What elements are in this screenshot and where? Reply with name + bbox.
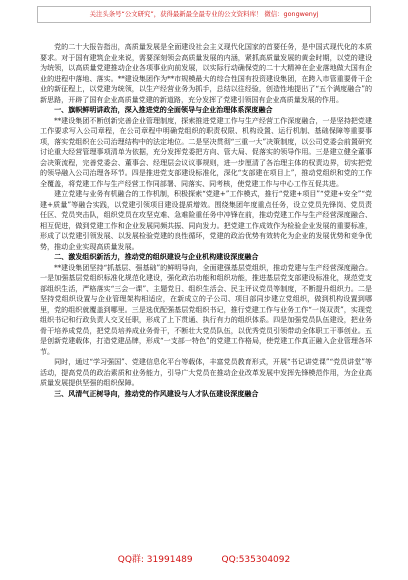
body-paragraph: **建设集团不断创新完善企业管理制度，探索推进党建工作与生产经营工作深度融合，一是坚持把党建工作要求写入公司章程，在公司章程中明确党组织的职责权限、机构设置、运行机制、基础保障等重要事项，落实党组织在公司治理结构中的法定地位。二是坚决贯彻“三重一大”决策制度，以公司党委会前置研究讨论重大经营管理事项清单为依据，充分发挥党委把方向、管大局、促落实的领导作用。三是建立健全董事会决策流程，完善党委会、董事会、经理层会议议事规则，进一步厘清了各治理主体的权责边界，切实把党的领导融入公司治理各环节。四是推进党支部建设标准化，深化“支部建在项目上”，推动党组织和党的工作全覆盖，将党建工作与生产经营工作同部署、同落实、同考核，使党建工作与中心工作互促共进。 bbox=[40, 115, 372, 188]
page-footer bbox=[0, 552, 408, 565]
footer-qq-contact: QQ:535304092 bbox=[221, 555, 291, 565]
footer-qq-group: QQ群: 31991489 bbox=[117, 555, 193, 565]
body-paragraph: **建设集团坚持“抓基层、强基础”的鲜明导向，全面建强基层党组织，推动党建与生产经营深度融合。一是加强基层党组织标准化规范化建设，强化政治功能和组织功能，推进基层党支部建设标准化，规范党支部组织生活，严格落实“三会一课”、主题党日、组织生活会、民主评议党员等制度，不断提升组织力。二是坚持党组织设置与企业管理架构相适应，在新成立的子公司、项目部同步建立党组织，做到机构设置到哪里，党的组织就覆盖到哪里。三是选优配强基层党组织书记，推行党建工作与业务工作“一岗双责”，实现党组织书记和行政负责人交叉任职，形成了上下贯通、执行有力的组织体系。四是加强党员队伍建设，把业务骨干培养成党员，把党员培养成业务骨干，不断壮大党员队伍，以优秀党员引领带动全体职工干事创业。五是创新党建载体，打造党建品牌，形成“一支部一特色”的党建工作格局，使党建工作真正融入企业管理各环节。 bbox=[40, 262, 372, 356]
body-paragraph: 党的二十大报告指出，高质量发展是全面建设社会主义现代化国家的首要任务，是中国式现代化的本质要求。对于国有建筑企业来说，需要深刻领会高质量发展的内涵，紧抓高质量发展的黄金时期，以党的建设为统领，以高质量党建推动企业各项事业向前发展，以实际行动确保党的二十大精神在企业落地做大国有企业的进程中落地、落实。**建设集团作为**市规模最大的综合性国有投资建设集团，在跨入市管重要骨干企业的新征程上，以党建为统领，以生产经营业务为抓手，总结以往经验，创造性地提出了“五个满度融合”的新思路，开辟了国有企业高质量党建的新道路，充分发挥了党建引领国有企业高质量发展的作用。 bbox=[40, 42, 372, 104]
section-heading: 三、风清气正树导向，推动党的作风建设与人才队伍建设深度融合 bbox=[54, 388, 259, 398]
section-heading: 一、旗帜鲜明讲政治，深入推进党的全面领导与企业治理体系深度融合 bbox=[54, 105, 273, 114]
body-paragraph: 建立党建与业务有机融合的工作机制，积极探索“党建+”工作模式，推行“党建+项目”“党建+安全”“党建+质量”等融合实践，以党建引领项目建设提质增效。围绕集团年度重点任务，设立党员先锋岗、党员责任区、党员突击队，组织党员在攻坚克难、急难险重任务中冲锋在前，推动党建工作与生产经营深度融合、相互促进，做到党建工作和企业发展同频共振、同向发力。把党建工作成效作为检验企业发展的重要标准，形成了以党建引领发展、以发展检验党建的良性循环，党建的政治优势有效转化为企业的发展优势和竞争优势，推动企业实现高质量发展。 bbox=[40, 189, 372, 251]
section-heading: 二、激发组织新活力，推动党的组织建设与企业机构建设深度融合 bbox=[54, 252, 259, 261]
body-paragraph: 同时，通过“学习强国”、党建信息化平台等载体，丰富党员教育形式，开展“书记讲党课”“党员讲堂”等活动，提高党员的政治素质和业务能力，引导广大党员在推动企业改革发展中发挥先锋模范作用，为企业高质量发展提供坚强的组织保障。 bbox=[40, 357, 372, 387]
top-banner: 关注头条号“公文研究”，获得最新最全最专业的公文资料库！ 微信：gongwenyj bbox=[37, 6, 371, 23]
document-body bbox=[40, 42, 372, 399]
